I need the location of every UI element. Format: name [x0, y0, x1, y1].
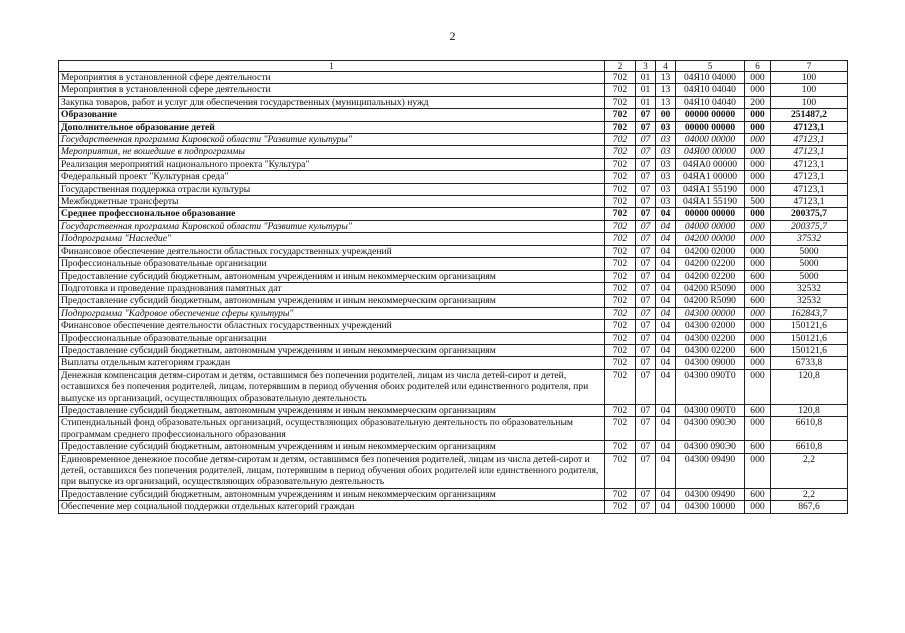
amount-cell: 37532 — [771, 233, 848, 245]
amount-cell: 200375,7 — [771, 220, 848, 232]
chapter-code-cell: 07 — [636, 453, 656, 488]
section-code-cell: 702 — [605, 417, 636, 441]
table-row — [59, 109, 848, 121]
expense-type-cell: 000 — [745, 245, 771, 257]
table-row — [59, 441, 848, 453]
table-row — [59, 233, 848, 245]
target-article-cell: 04300 09490 — [676, 453, 745, 488]
amount-cell: 120,8 — [771, 404, 848, 416]
subchapter-code-cell: 03 — [656, 134, 676, 146]
header-cell: 1 — [59, 61, 605, 72]
subchapter-code-cell: 04 — [656, 357, 676, 369]
amount-cell: 100 — [771, 72, 848, 84]
amount-cell: 32532 — [771, 282, 848, 294]
expense-type-cell: 000 — [745, 501, 771, 513]
chapter-code-cell: 07 — [636, 171, 656, 183]
table-row — [59, 245, 848, 257]
expense-type-cell: 200 — [745, 96, 771, 108]
name-cell: Стипендиальный фонд образовательных организаций, осуществляющих образовательную деятельность по образовательным программам среднего профессионального образования — [59, 417, 605, 441]
table-row — [59, 488, 848, 500]
amount-cell: 47123,1 — [771, 158, 848, 170]
amount-cell: 100 — [771, 84, 848, 96]
subchapter-code-cell: 13 — [656, 72, 676, 84]
subchapter-code-cell: 04 — [656, 208, 676, 220]
expense-type-cell: 000 — [745, 121, 771, 133]
target-article-cell: 04300 02000 — [676, 320, 745, 332]
section-code-cell: 702 — [605, 369, 636, 404]
subchapter-code-cell: 04 — [656, 270, 676, 282]
chapter-code-cell: 07 — [636, 196, 656, 208]
subchapter-code-cell: 04 — [656, 332, 676, 344]
table-row — [59, 134, 848, 146]
table-row — [59, 332, 848, 344]
name-cell: Финансовое обеспечение деятельности областных государственных учреждений — [59, 320, 605, 332]
chapter-code-cell: 07 — [636, 158, 656, 170]
section-code-cell: 702 — [605, 501, 636, 513]
section-code-cell: 702 — [605, 233, 636, 245]
subchapter-code-cell: 04 — [656, 282, 676, 294]
subchapter-code-cell: 04 — [656, 233, 676, 245]
target-article-cell: 04300 02200 — [676, 344, 745, 356]
amount-cell: 47123,1 — [771, 171, 848, 183]
header-cell: 3 — [636, 61, 656, 72]
subchapter-code-cell: 04 — [656, 453, 676, 488]
expense-type-cell: 000 — [745, 158, 771, 170]
chapter-code-cell: 07 — [636, 208, 656, 220]
target-article-cell: 04300 090Э0 — [676, 441, 745, 453]
amount-cell: 47123,1 — [771, 196, 848, 208]
target-article-cell: 04Я10 04040 — [676, 84, 745, 96]
expense-type-cell: 500 — [745, 196, 771, 208]
table-row — [59, 369, 848, 404]
name-cell: Денежная компенсация детям-сиротам и детям, оставшимся без попечения родителей, лицам из числа детей-сирот и детей, оставшихся без попечения родителей, лицам, потерявшим в период обучения обоих родителей или единственного родителя, при выпуске из организаций, осуществляющих образовательную деятельность — [59, 369, 605, 404]
amount-cell: 6610,8 — [771, 441, 848, 453]
subchapter-code-cell: 04 — [656, 441, 676, 453]
expense-type-cell: 000 — [745, 84, 771, 96]
subchapter-code-cell: 04 — [656, 220, 676, 232]
target-article-cell: 04300 090Т0 — [676, 404, 745, 416]
expense-type-cell: 000 — [745, 171, 771, 183]
expense-type-cell: 600 — [745, 488, 771, 500]
section-code-cell: 702 — [605, 134, 636, 146]
name-cell: Подпрограмма "Наследие" — [59, 233, 605, 245]
subchapter-code-cell: 03 — [656, 121, 676, 133]
target-article-cell: 04300 00000 — [676, 307, 745, 319]
amount-cell: 251487,2 — [771, 109, 848, 121]
chapter-code-cell: 07 — [636, 258, 656, 270]
section-code-cell: 702 — [605, 404, 636, 416]
table-row — [59, 72, 848, 84]
chapter-code-cell: 07 — [636, 282, 656, 294]
expense-type-cell: 000 — [745, 282, 771, 294]
chapter-code-cell: 07 — [636, 417, 656, 441]
page-number: 2 — [449, 29, 456, 43]
target-article-cell: 00000 00000 — [676, 208, 745, 220]
name-cell: Образование — [59, 109, 605, 121]
subchapter-code-cell: 04 — [656, 501, 676, 513]
name-cell: Среднее профессиональное образование — [59, 208, 605, 220]
chapter-code-cell: 07 — [636, 134, 656, 146]
amount-cell: 867,6 — [771, 501, 848, 513]
subchapter-code-cell: 04 — [656, 320, 676, 332]
subchapter-code-cell: 04 — [656, 417, 676, 441]
expense-type-cell: 000 — [745, 134, 771, 146]
target-article-cell: 04300 02200 — [676, 332, 745, 344]
section-code-cell: 702 — [605, 332, 636, 344]
chapter-code-cell: 07 — [636, 441, 656, 453]
name-cell: Профессиональные образовательные организации — [59, 258, 605, 270]
target-article-cell: 04Я00 00000 — [676, 146, 745, 158]
chapter-code-cell: 07 — [636, 183, 656, 195]
target-article-cell: 04Я10 04000 — [676, 72, 745, 84]
header-cell: 7 — [771, 61, 848, 72]
table-row — [59, 220, 848, 232]
subchapter-code-cell: 04 — [656, 295, 676, 307]
amount-cell: 5000 — [771, 245, 848, 257]
subchapter-code-cell: 00 — [656, 109, 676, 121]
chapter-code-cell: 07 — [636, 332, 656, 344]
name-cell: Предоставление субсидий бюджетным, автономным учреждениям и иным некоммерческим организациям — [59, 441, 605, 453]
subchapter-code-cell: 04 — [656, 245, 676, 257]
chapter-code-cell: 07 — [636, 404, 656, 416]
section-code-cell: 702 — [605, 196, 636, 208]
amount-cell: 47123,1 — [771, 183, 848, 195]
subchapter-code-cell: 04 — [656, 369, 676, 404]
chapter-code-cell: 07 — [636, 245, 656, 257]
section-code-cell: 702 — [605, 270, 636, 282]
amount-cell: 150121,6 — [771, 332, 848, 344]
target-article-cell: 04300 090Э0 — [676, 417, 745, 441]
target-article-cell: 00000 00000 — [676, 109, 745, 121]
subchapter-code-cell: 04 — [656, 258, 676, 270]
table-row — [59, 196, 848, 208]
expense-type-cell: 000 — [745, 109, 771, 121]
amount-cell: 2,2 — [771, 488, 848, 500]
amount-cell: 200375,7 — [771, 208, 848, 220]
expense-type-cell: 000 — [745, 332, 771, 344]
expense-type-cell: 000 — [745, 258, 771, 270]
amount-cell: 5000 — [771, 258, 848, 270]
chapter-code-cell: 01 — [636, 72, 656, 84]
expense-type-cell: 000 — [745, 417, 771, 441]
section-code-cell: 702 — [605, 121, 636, 133]
section-code-cell: 702 — [605, 96, 636, 108]
subchapter-code-cell: 13 — [656, 96, 676, 108]
name-cell: Подпрограмма "Кадровое обеспечение сферы культуры" — [59, 307, 605, 319]
section-code-cell: 702 — [605, 72, 636, 84]
header-cell: 5 — [676, 61, 745, 72]
table-row — [59, 258, 848, 270]
table-row — [59, 158, 848, 170]
amount-cell: 150121,6 — [771, 344, 848, 356]
target-article-cell: 04ЯА0 00000 — [676, 158, 745, 170]
chapter-code-cell: 07 — [636, 501, 656, 513]
expense-type-cell: 000 — [745, 208, 771, 220]
amount-cell: 162843,7 — [771, 307, 848, 319]
name-cell: Федеральный проект "Культурная среда" — [59, 171, 605, 183]
section-code-cell: 702 — [605, 320, 636, 332]
table-row — [59, 501, 848, 513]
expense-type-cell: 600 — [745, 344, 771, 356]
header-cell: 2 — [605, 61, 636, 72]
table-row — [59, 404, 848, 416]
expense-type-cell: 000 — [745, 183, 771, 195]
name-cell: Государственная поддержка отрасли культуры — [59, 183, 605, 195]
amount-cell: 120,8 — [771, 369, 848, 404]
name-cell: Подготовка и проведение празднования памятных дат — [59, 282, 605, 294]
target-article-cell: 04200 02200 — [676, 258, 745, 270]
amount-cell: 47123,1 — [771, 134, 848, 146]
section-code-cell: 702 — [605, 158, 636, 170]
section-code-cell: 702 — [605, 441, 636, 453]
expense-type-cell: 000 — [745, 357, 771, 369]
table-row — [59, 307, 848, 319]
target-article-cell: 04ЯА1 00000 — [676, 171, 745, 183]
name-cell: Выплаты отдельным категориям граждан — [59, 357, 605, 369]
target-article-cell: 04300 090Т0 — [676, 369, 745, 404]
chapter-code-cell: 07 — [636, 270, 656, 282]
name-cell: Предоставление субсидий бюджетным, автономным учреждениям и иным некоммерческим организациям — [59, 344, 605, 356]
amount-cell: 32532 — [771, 295, 848, 307]
target-article-cell: 00000 00000 — [676, 121, 745, 133]
table-row — [59, 295, 848, 307]
expense-type-cell: 000 — [745, 369, 771, 404]
section-code-cell: 702 — [605, 208, 636, 220]
subchapter-code-cell: 03 — [656, 196, 676, 208]
amount-cell: 2,2 — [771, 453, 848, 488]
expense-type-cell: 000 — [745, 453, 771, 488]
amount-cell: 100 — [771, 96, 848, 108]
expense-type-cell: 000 — [745, 72, 771, 84]
table-row — [59, 121, 848, 133]
amount-cell: 6733,8 — [771, 357, 848, 369]
subchapter-code-cell: 04 — [656, 404, 676, 416]
table-header-row — [59, 61, 848, 72]
amount-cell: 150121,6 — [771, 320, 848, 332]
chapter-code-cell: 07 — [636, 220, 656, 232]
table-row — [59, 208, 848, 220]
section-code-cell: 702 — [605, 146, 636, 158]
header-cell: 6 — [745, 61, 771, 72]
expense-type-cell: 600 — [745, 270, 771, 282]
name-cell: Предоставление субсидий бюджетным, автономным учреждениям и иным некоммерческим организациям — [59, 404, 605, 416]
target-article-cell: 04300 10000 — [676, 501, 745, 513]
chapter-code-cell: 01 — [636, 84, 656, 96]
name-cell: Предоставление субсидий бюджетным, автономным учреждениям и иным некоммерческим организациям — [59, 488, 605, 500]
chapter-code-cell: 07 — [636, 109, 656, 121]
subchapter-code-cell: 04 — [656, 344, 676, 356]
chapter-code-cell: 07 — [636, 357, 656, 369]
section-code-cell: 702 — [605, 307, 636, 319]
section-code-cell: 702 — [605, 245, 636, 257]
budget-table — [58, 60, 848, 514]
name-cell: Обеспечение мер социальной поддержки отдельных категорий граждан — [59, 501, 605, 513]
name-cell: Мероприятия, не вошедшие в подпрограммы — [59, 146, 605, 158]
name-cell: Государственная программа Кировской области "Развитие культуры" — [59, 134, 605, 146]
section-code-cell: 702 — [605, 295, 636, 307]
section-code-cell: 702 — [605, 344, 636, 356]
table-row — [59, 357, 848, 369]
chapter-code-cell: 07 — [636, 344, 656, 356]
expense-type-cell: 600 — [745, 404, 771, 416]
target-article-cell: 04000 00000 — [676, 134, 745, 146]
section-code-cell: 702 — [605, 109, 636, 121]
target-article-cell: 04300 09000 — [676, 357, 745, 369]
name-cell: Единовременное денежное пособие детям-сиротам и детям, оставшимся без попечения родителей, лицам из числа детей-сирот и детей, оставшихся без попечения родителей, лицам, потерявшим в период обучения обоих родителей или единственного родителя, при выпуске из организаций, осуществляющих образовательную деятельность — [59, 453, 605, 488]
chapter-code-cell: 07 — [636, 295, 656, 307]
section-code-cell: 702 — [605, 258, 636, 270]
amount-cell: 6610,8 — [771, 417, 848, 441]
target-article-cell: 04200 02000 — [676, 245, 745, 257]
subchapter-code-cell: 13 — [656, 84, 676, 96]
name-cell: Межбюджетные трансферты — [59, 196, 605, 208]
subchapter-code-cell: 03 — [656, 183, 676, 195]
section-code-cell: 702 — [605, 84, 636, 96]
amount-cell: 5000 — [771, 270, 848, 282]
name-cell: Профессиональные образовательные организации — [59, 332, 605, 344]
target-article-cell: 04000 00000 — [676, 220, 745, 232]
header-cell: 4 — [656, 61, 676, 72]
expense-type-cell: 600 — [745, 295, 771, 307]
name-cell: Закупка товаров, работ и услуг для обеспечения государственных (муниципальных) нужд — [59, 96, 605, 108]
target-article-cell: 04200 02200 — [676, 270, 745, 282]
table-row — [59, 146, 848, 158]
table-row — [59, 171, 848, 183]
chapter-code-cell: 07 — [636, 146, 656, 158]
chapter-code-cell: 07 — [636, 369, 656, 404]
target-article-cell: 04ЯА1 55190 — [676, 183, 745, 195]
chapter-code-cell: 01 — [636, 96, 656, 108]
target-article-cell: 04300 09490 — [676, 488, 745, 500]
name-cell: Мероприятия в установленной сфере деятельности — [59, 84, 605, 96]
chapter-code-cell: 07 — [636, 320, 656, 332]
name-cell: Предоставление субсидий бюджетным, автономным учреждениям и иным некоммерческим организациям — [59, 270, 605, 282]
name-cell: Мероприятия в установленной сфере деятельности — [59, 72, 605, 84]
section-code-cell: 702 — [605, 220, 636, 232]
name-cell: Предоставление субсидий бюджетным, автономным учреждениям и иным некоммерческим организациям — [59, 295, 605, 307]
target-article-cell: 04ЯА1 55190 — [676, 196, 745, 208]
section-code-cell: 702 — [605, 453, 636, 488]
table-row — [59, 84, 848, 96]
table-row — [59, 270, 848, 282]
chapter-code-cell: 07 — [636, 488, 656, 500]
subchapter-code-cell: 04 — [656, 307, 676, 319]
table-row — [59, 96, 848, 108]
expense-type-cell: 600 — [745, 441, 771, 453]
table-row — [59, 344, 848, 356]
amount-cell: 47123,1 — [771, 146, 848, 158]
section-code-cell: 702 — [605, 357, 636, 369]
name-cell: Финансовое обеспечение деятельности областных государственных учреждений — [59, 245, 605, 257]
chapter-code-cell: 07 — [636, 121, 656, 133]
table-row — [59, 282, 848, 294]
table-row — [59, 183, 848, 195]
subchapter-code-cell: 03 — [656, 171, 676, 183]
section-code-cell: 702 — [605, 488, 636, 500]
expense-type-cell: 000 — [745, 233, 771, 245]
target-article-cell: 04200 00000 — [676, 233, 745, 245]
expense-type-cell: 000 — [745, 320, 771, 332]
section-code-cell: 702 — [605, 282, 636, 294]
subchapter-code-cell: 03 — [656, 146, 676, 158]
chapter-code-cell: 07 — [636, 307, 656, 319]
name-cell: Реализация мероприятий национального проекта "Культура" — [59, 158, 605, 170]
expense-type-cell: 000 — [745, 307, 771, 319]
expense-type-cell: 000 — [745, 220, 771, 232]
target-article-cell: 04Я10 04040 — [676, 96, 745, 108]
section-code-cell: 702 — [605, 171, 636, 183]
name-cell: Государственная программа Кировской области "Развитие культуры" — [59, 220, 605, 232]
target-article-cell: 04200 R5090 — [676, 282, 745, 294]
amount-cell: 47123,1 — [771, 121, 848, 133]
section-code-cell: 702 — [605, 183, 636, 195]
name-cell: Дополнительное образование детей — [59, 121, 605, 133]
table-row — [59, 453, 848, 488]
table-row — [59, 417, 848, 441]
table-row — [59, 320, 848, 332]
target-article-cell: 04200 R5090 — [676, 295, 745, 307]
subchapter-code-cell: 04 — [656, 488, 676, 500]
subchapter-code-cell: 03 — [656, 158, 676, 170]
expense-type-cell: 000 — [745, 146, 771, 158]
chapter-code-cell: 07 — [636, 233, 656, 245]
